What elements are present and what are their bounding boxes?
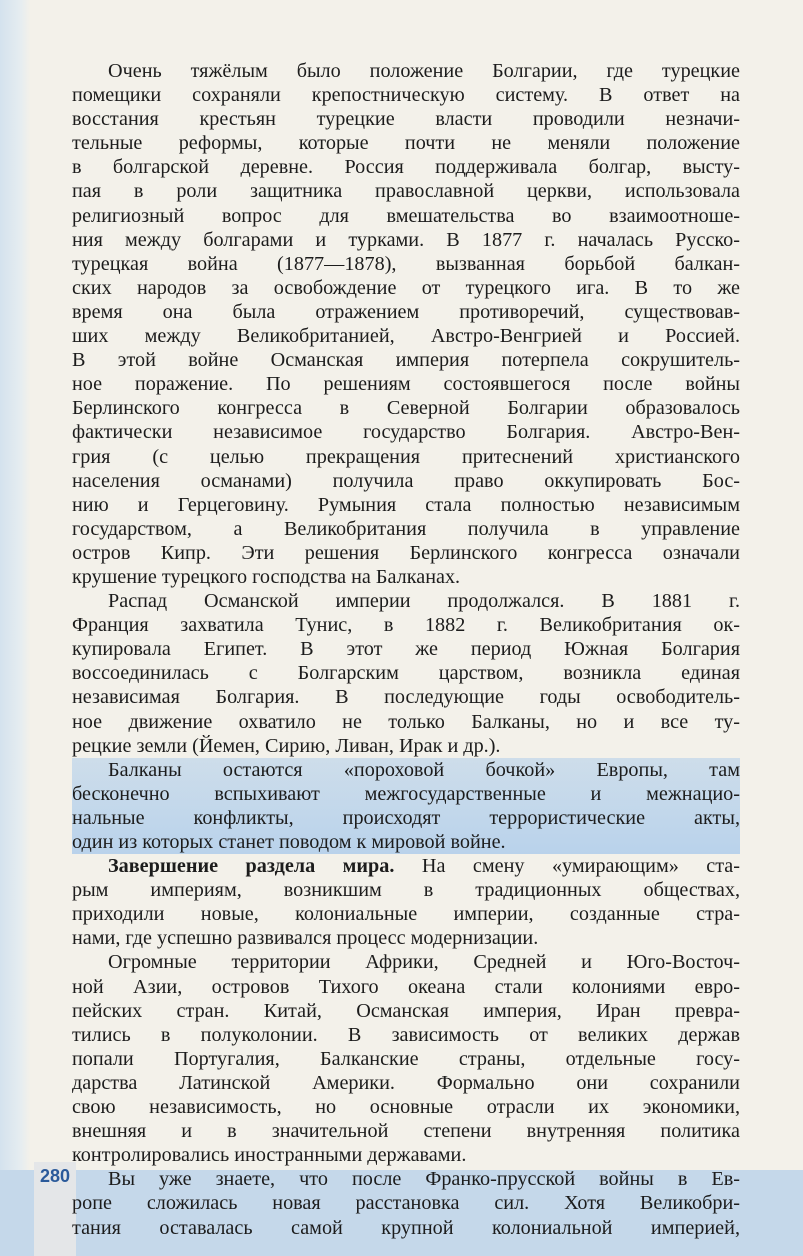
text-line: приходили новые, колониальные империи, созданные стра- [72,903,740,926]
text-line: ропе сложилась новая расстановка сил. Хотя Великобри- [72,1192,740,1215]
text-line: внешняя и в значительной степени внутренняя политика [72,1120,740,1143]
text-line: крушение турецкого господства на Балканах. [72,565,461,588]
text-line: ной Азии, островов Тихого океана стали колониями евро- [72,975,740,998]
paragraph-division-of-world [72,854,740,950]
text-line: Огромные территории Африки, Средней и Юго-Восточ- [108,951,740,974]
text-line: ное поражение. По решениям состоявшегося после войны [72,373,740,396]
text-line: Вы уже знаете, что после Франко-прусской войны в Ев- [108,1168,740,1191]
text-line: бесконечно вспыхивают межгосударственные и межнацио- [72,782,740,805]
text-line: ских народов за освобождение от турецкого ига. В то же [72,276,740,299]
text-line: восстания крестьян турецкие власти проводили незначи- [72,108,740,131]
text-line: Берлинского конгресса в Северной Болгарии образовалось [72,397,740,420]
text-line: попали Португалия, Балканские страны, отдельные госу- [72,1047,740,1070]
paragraph-colonies [72,950,740,1167]
text-line: купировала Египет. В этот же период Южная Болгария [72,638,740,661]
text-line: грия (с целью прекращения притеснений христианского [72,445,740,468]
text-line: свою независимость, но основные отрасли их экономики, [72,1096,740,1119]
text-line: тились в полуколонии. В зависимость от великих держав [72,1023,740,1046]
text-line: тания оставалась самой крупной колониальной империей, [72,1216,740,1239]
text-line: остров Кипр. Эти решения Берлинского конгресса означали [72,541,740,564]
body-text [72,59,740,1240]
text-line: нами, где успешно развивался процесс модернизации. [72,927,539,950]
text-line: рецкие земли (Йемен, Сирию, Ливан, Ирак и др.). [72,734,501,757]
text-line: ное движение охватило не только Балканы, но и все ту- [72,710,740,733]
text-line: в болгарской деревне. Россия поддерживала болгар, высту- [72,156,740,179]
left-margin-strip [0,0,30,1256]
text-line: контролировались иностранными державами. [72,1144,467,1167]
text-line: В этой войне Османская империя потерпела сокрушитель- [72,349,740,372]
text-line: нальные конфликты, происходят террористические акты, [72,806,740,829]
paragraph-franco-prussian [72,1167,740,1239]
page-number: 280 [39,1166,71,1186]
text-line: ния между болгарами и турками. В 1877 г. началась Русско- [72,228,740,251]
text-line: турецкая война (1877—1878), вызванная борьбой балкан- [72,252,740,275]
text-line: Франция захватила Тунис, в 1882 г. Великобритания ок- [72,614,740,637]
paragraph-bulgaria [72,59,740,589]
text-line: государством, а Великобритания получила в управление [72,517,740,540]
paragraph-balkans-highlighted [72,758,740,854]
text-line: время она была отражением противоречий, существовав- [72,300,740,323]
text-line: нию и Герцеговину. Румыния стала полностью независимым [72,493,740,516]
text-line: ших между Великобританией, Австро-Венгрией и Россией. [72,325,740,348]
text-fragment: На смену «умирающим» ста- [394,855,740,878]
text-line: тельные реформы, которые почти не меняли положение [72,132,740,155]
text-line: помещики сохраняли крепостническую систему. В ответ на [72,84,740,107]
text-line: дарства Латинской Америки. Формально они сохранили [72,1071,740,1094]
text-line: воссоединилась с Болгарским царством, возникла единая [72,662,740,685]
text-line [72,854,740,878]
text-line: религиозный вопрос для вмешательства во взаимоотноше- [72,204,740,227]
text-line: независимая Болгария. В последующие годы освободитель- [72,686,740,709]
paragraph-ottoman-decline [72,589,740,758]
text-line: Очень тяжёлым было положение Болгарии, где турецкие [108,60,740,82]
text-line: пейских стран. Китай, Османская империя, Иран превра- [72,999,740,1022]
text-line: фактически независимое государство Болгария. Австро-Вен- [72,421,740,444]
text-line: один из которых станет поводом к мировой войне. [72,831,506,853]
text-line: населения османами) получила право оккупировать Бос- [72,469,740,492]
text-line: рым империям, возникшим в традиционных обществах, [72,879,740,902]
text-line: Балканы остаются «пороховой бочкой» Европы, там [108,758,740,781]
text-line: пая в роли защитника православной церкви, использовала [72,180,740,203]
text-line: Распад Османской империи продолжался. В 1881 г. [108,590,740,613]
section-heading: Завершение раздела мира. [108,855,395,878]
